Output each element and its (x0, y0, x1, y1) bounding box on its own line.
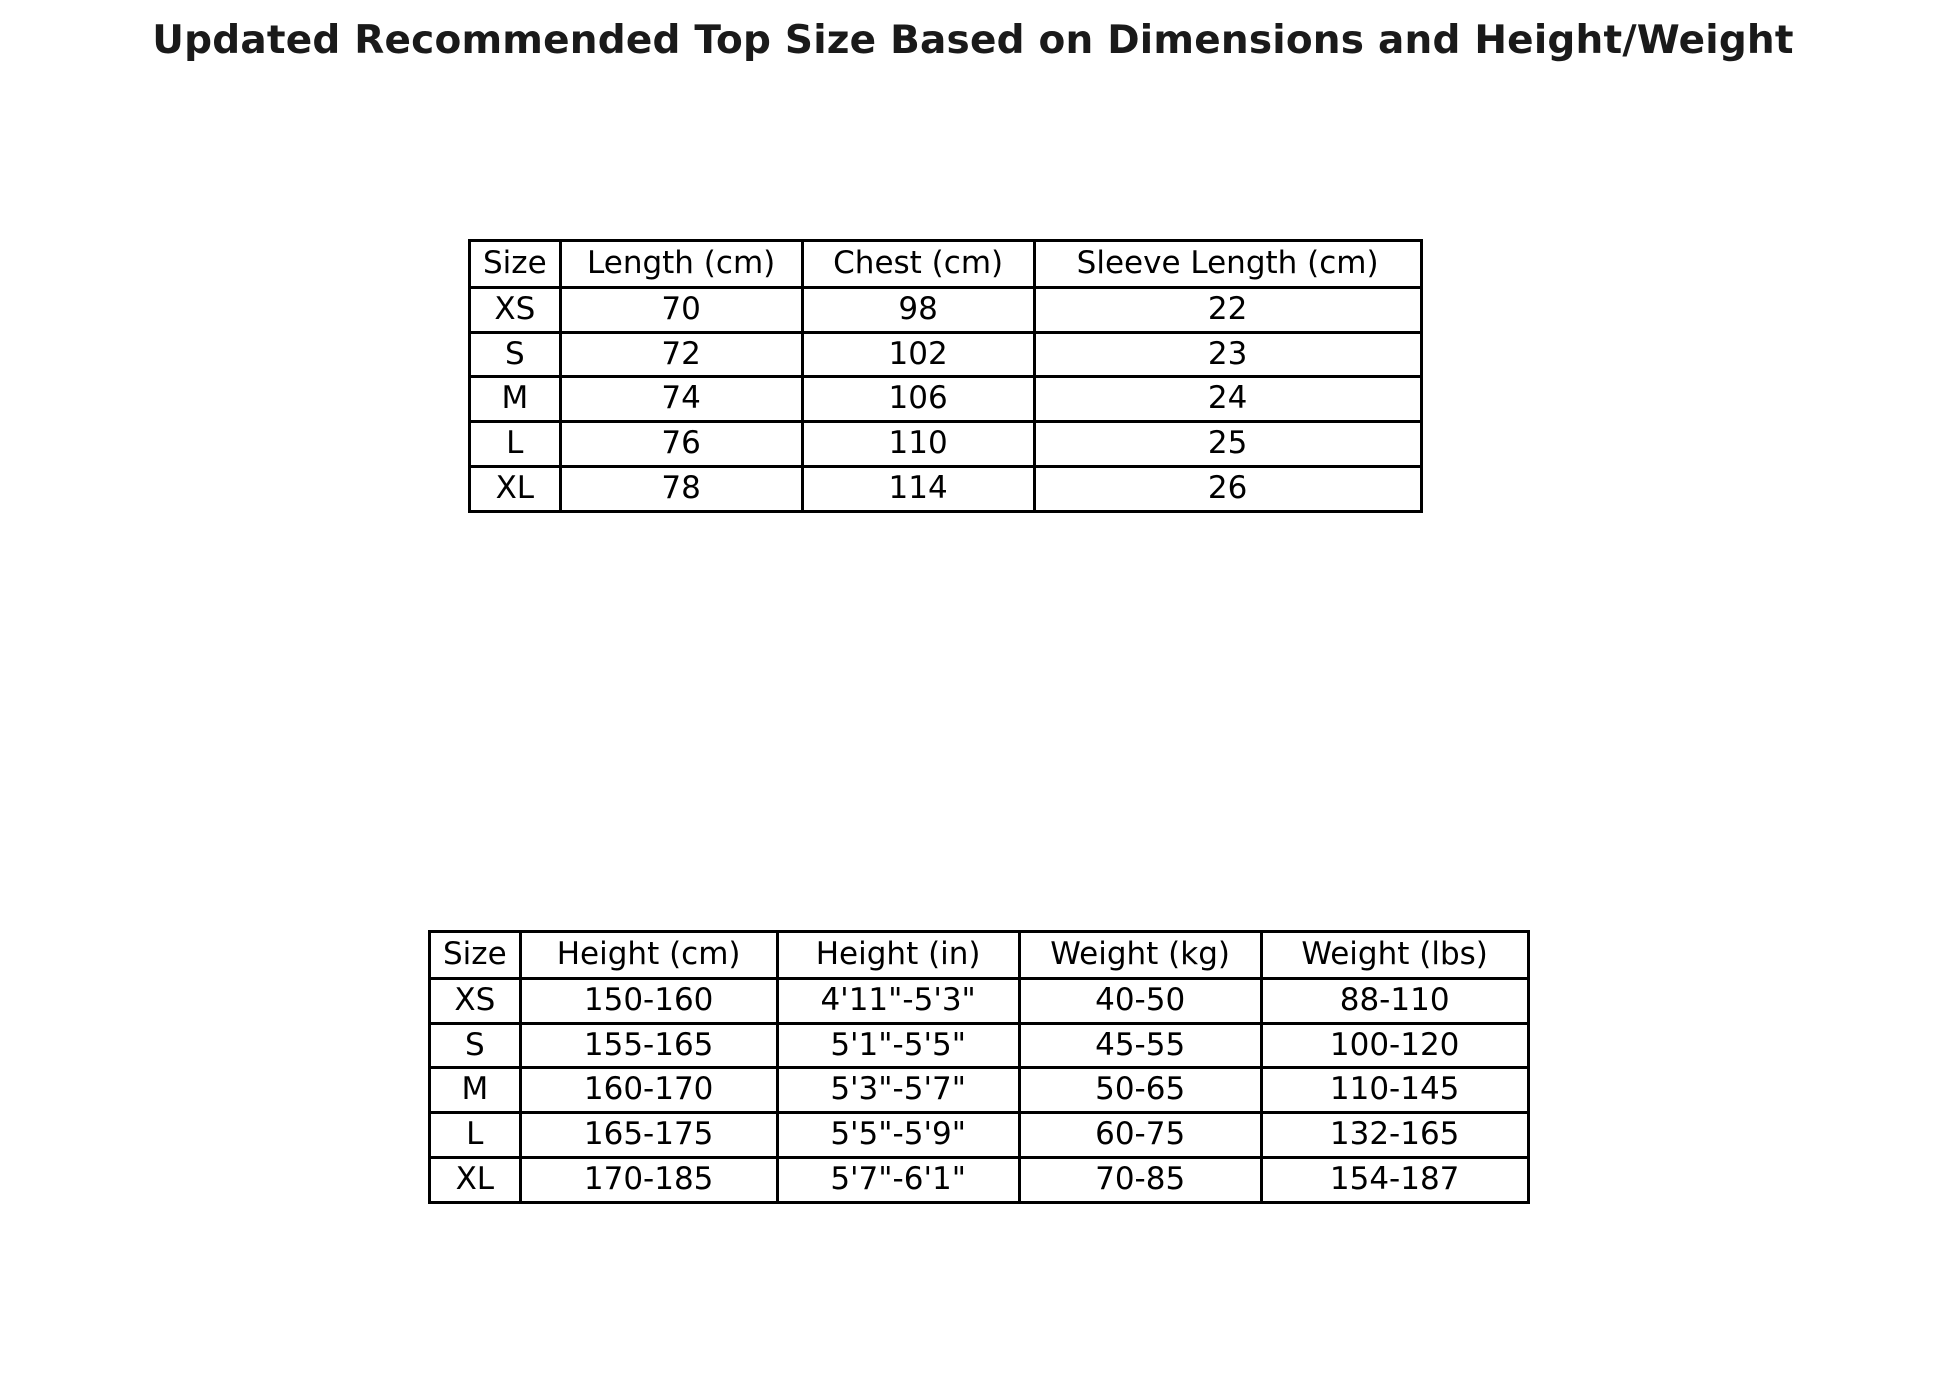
cell-size: M (470, 377, 561, 422)
table-row (470, 377, 1422, 422)
column-header-weight-kg: Weight (kg) (1019, 932, 1261, 979)
table-row (430, 1113, 1529, 1158)
cell-length: 72 (560, 332, 802, 377)
cell-size: XL (430, 1158, 521, 1203)
table-body (470, 287, 1422, 511)
cell-chest: 98 (802, 287, 1034, 332)
cell-weight-lbs: 132-165 (1261, 1113, 1528, 1158)
cell-chest: 106 (802, 377, 1034, 422)
table-row (470, 287, 1422, 332)
cell-chest: 102 (802, 332, 1034, 377)
cell-chest: 114 (802, 467, 1034, 512)
cell-height-cm: 150-160 (520, 978, 777, 1023)
table-row (470, 467, 1422, 512)
cell-weight-lbs: 100-120 (1261, 1023, 1528, 1068)
cell-sleeve-length: 22 (1034, 287, 1421, 332)
cell-weight-kg: 45-55 (1019, 1023, 1261, 1068)
cell-size: L (430, 1113, 521, 1158)
cell-height-cm: 170-185 (520, 1158, 777, 1203)
cell-height-cm: 160-170 (520, 1068, 777, 1113)
cell-weight-lbs: 154-187 (1261, 1158, 1528, 1203)
column-header-sleeve-length: Sleeve Length (cm) (1034, 241, 1421, 288)
cell-height-in: 5'5"-5'9" (777, 1113, 1019, 1158)
column-header-height-cm: Height (cm) (520, 932, 777, 979)
cell-sleeve-length: 24 (1034, 377, 1421, 422)
cell-size: M (430, 1068, 521, 1113)
cell-height-cm: 155-165 (520, 1023, 777, 1068)
table-header-row (430, 932, 1529, 979)
cell-size: S (430, 1023, 521, 1068)
cell-height-cm: 165-175 (520, 1113, 777, 1158)
table-row (430, 1023, 1529, 1068)
cell-height-in: 5'3"-5'7" (777, 1068, 1019, 1113)
cell-height-in: 5'1"-5'5" (777, 1023, 1019, 1068)
cell-weight-lbs: 110-145 (1261, 1068, 1528, 1113)
cell-size: L (470, 422, 561, 467)
cell-weight-kg: 70-85 (1019, 1158, 1261, 1203)
column-header-size: Size (470, 241, 561, 288)
cell-length: 70 (560, 287, 802, 332)
column-header-size: Size (430, 932, 521, 979)
cell-size: XS (470, 287, 561, 332)
table-row (470, 332, 1422, 377)
cell-length: 74 (560, 377, 802, 422)
table-row (430, 978, 1529, 1023)
cell-length: 76 (560, 422, 802, 467)
cell-weight-kg: 40-50 (1019, 978, 1261, 1023)
table-header (470, 241, 1422, 288)
table-header (430, 932, 1529, 979)
table-header-row (470, 241, 1422, 288)
cell-length: 78 (560, 467, 802, 512)
column-header-length: Length (cm) (560, 241, 802, 288)
cell-sleeve-length: 25 (1034, 422, 1421, 467)
size-dimensions-table (468, 239, 1423, 513)
cell-size: XL (470, 467, 561, 512)
column-header-weight-lbs: Weight (lbs) (1261, 932, 1528, 979)
table-row (430, 1068, 1529, 1113)
column-header-chest: Chest (cm) (802, 241, 1034, 288)
cell-weight-lbs: 88-110 (1261, 978, 1528, 1023)
cell-size: XS (430, 978, 521, 1023)
page-title: Updated Recommended Top Size Based on Dimensions and Height/Weight (152, 18, 1794, 63)
cell-size: S (470, 332, 561, 377)
cell-sleeve-length: 26 (1034, 467, 1421, 512)
cell-weight-kg: 60-75 (1019, 1113, 1261, 1158)
cell-chest: 110 (802, 422, 1034, 467)
cell-height-in: 5'7"-6'1" (777, 1158, 1019, 1203)
table-body (430, 978, 1529, 1202)
cell-sleeve-length: 23 (1034, 332, 1421, 377)
cell-height-in: 4'11"-5'3" (777, 978, 1019, 1023)
table-row (470, 422, 1422, 467)
cell-weight-kg: 50-65 (1019, 1068, 1261, 1113)
size-height-weight-table (428, 930, 1530, 1204)
column-header-height-in: Height (in) (777, 932, 1019, 979)
table-row (430, 1158, 1529, 1203)
